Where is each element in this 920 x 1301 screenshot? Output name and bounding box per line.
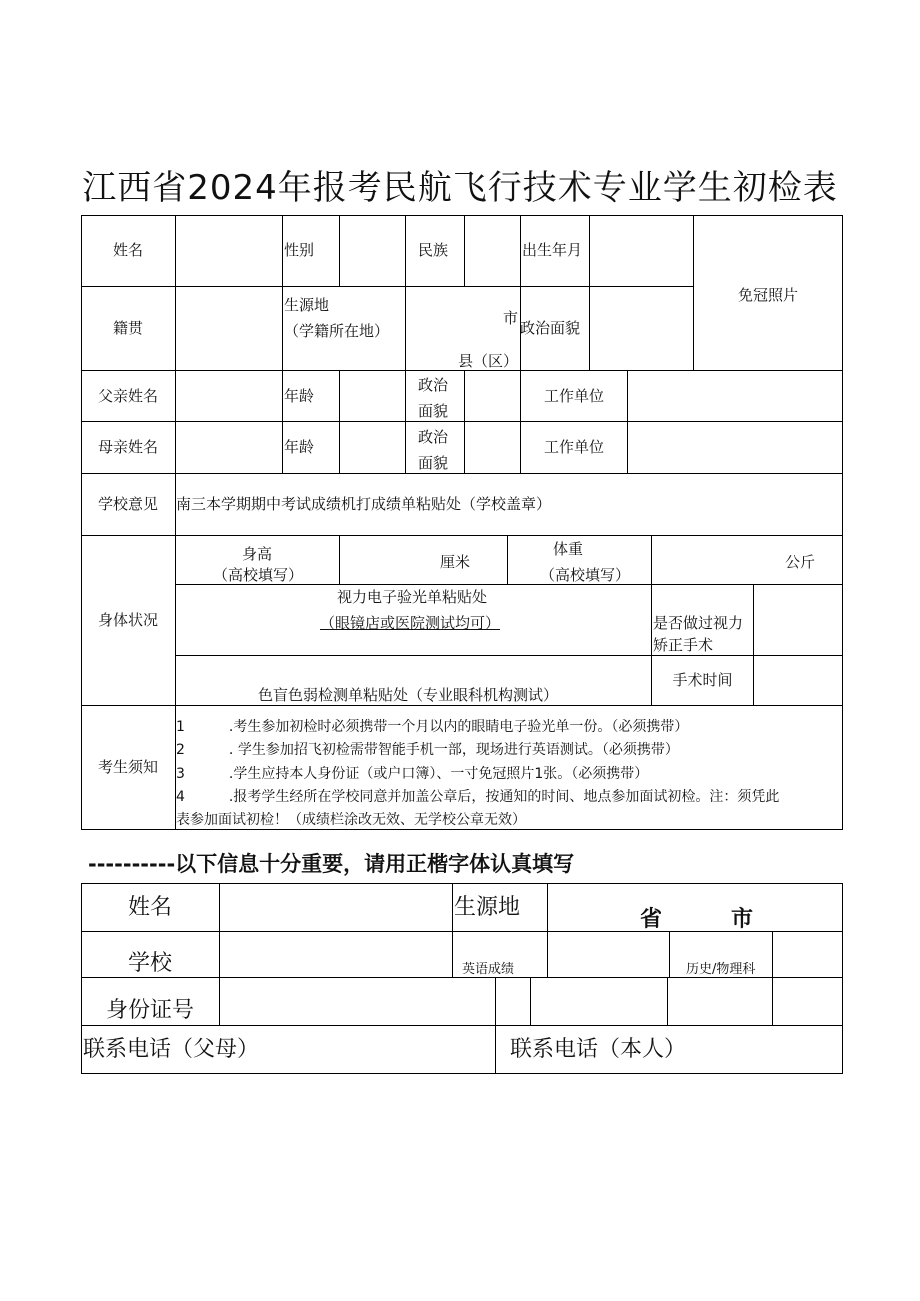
weight-note: （高校填写）: [540, 566, 631, 584]
history-physics-input[interactable]: [773, 932, 842, 977]
height-label: 身高: [242, 545, 273, 563]
english-score-input[interactable]: [548, 932, 669, 977]
gender-input[interactable]: [340, 215, 405, 286]
ethnic-label: 民族: [418, 241, 449, 260]
surgery-question-a: 是否做过视力: [653, 614, 744, 632]
name2-label: 姓名: [127, 895, 172, 920]
surgery-question-b: 矫正手术: [653, 636, 714, 654]
notice-2: 2 . 学生参加招飞初检需带智能手机一部，现场进行英语测试。（必须携带）: [176, 742, 679, 758]
mother-name-label: 母亲姓名: [97, 438, 158, 457]
ethnic-input[interactable]: [465, 215, 520, 286]
mother-name-input[interactable]: [176, 422, 282, 473]
school-opinion-label: 学校意见: [97, 495, 158, 514]
id-number-input[interactable]: [220, 978, 772, 1025]
political-input[interactable]: [590, 287, 693, 370]
vision-label: 视力电子验光单粘贴处: [337, 588, 488, 606]
parent-phone-label[interactable]: 联系电话（父母）: [83, 1037, 260, 1062]
father-political-label-b: 面貌: [418, 402, 449, 420]
english-score-label: 英语成绩: [462, 962, 515, 977]
mother-work-input[interactable]: [628, 422, 842, 473]
gender-label: 性别: [284, 241, 315, 260]
county-suffix: 县（区）: [458, 352, 519, 370]
city-suffix: 市: [503, 309, 519, 327]
name2-input[interactable]: [220, 884, 452, 931]
origin-sub-label: （学籍所在地）: [284, 322, 390, 340]
page-title: 江西省2024年报考民航飞行技术专业学生初检表: [82, 168, 838, 208]
surgery-answer-input[interactable]: [754, 585, 842, 655]
photo-placeholder[interactable]: 免冠照片: [737, 285, 798, 304]
father-age-input[interactable]: [340, 371, 405, 421]
father-political-input[interactable]: [465, 371, 520, 421]
native-input[interactable]: [176, 287, 282, 370]
father-political-label-a: 政治: [418, 376, 449, 394]
notice-4-continuation: 表参加面试初检！（成绩栏涂改无效、无学校公章无效）: [176, 812, 526, 828]
vision-note: （眼镜店或医院测试均可）: [320, 614, 501, 632]
native-label: 籍贯: [112, 319, 143, 338]
school2-input[interactable]: [220, 932, 452, 977]
section2-header: ----------以下信息十分重要，请用正楷字体认真填写: [88, 852, 575, 876]
notice-1: 1 .考生参加初检时必须携带一个月以内的眼睛电子验光单一份。（必须携带）: [176, 719, 689, 735]
school2-label: 学校: [127, 951, 172, 976]
mother-political-label-a: 政治: [418, 428, 449, 446]
history-physics-label: 历史/物理科: [686, 962, 756, 977]
name-input[interactable]: [176, 215, 282, 286]
notice-label: 考生须知: [97, 758, 158, 777]
self-phone-label[interactable]: 联系电话（本人）: [510, 1037, 687, 1062]
father-work-label: 工作单位: [543, 386, 604, 405]
mother-age-input[interactable]: [340, 422, 405, 473]
city2-suffix: 市: [731, 907, 754, 932]
color-test-label: 色盲色弱检测单粘贴处（专业眼科机构测试）: [258, 686, 559, 704]
surgery-time-input[interactable]: [754, 656, 842, 705]
province-suffix: 省: [640, 907, 663, 932]
birth-input[interactable]: [590, 215, 693, 286]
father-name-label: 父亲姓名: [97, 386, 158, 405]
birth-label: 出生年月: [522, 241, 583, 260]
height-note: （高校填写）: [213, 566, 304, 584]
kg-unit: 公斤: [785, 553, 816, 571]
notice-3: 3 .学生应持本人身份证（或户口簿）、一寸免冠照片1张。（必须携带）: [176, 766, 649, 782]
mother-political-label-b: 面貌: [418, 454, 449, 472]
origin2-label: 生源地: [454, 895, 521, 920]
political-label: 政治面貌: [520, 319, 581, 338]
mother-age-label: 年龄: [284, 438, 315, 457]
surgery-time-label: 手术时间: [672, 671, 733, 690]
notice-4: 4 .报考学生经所在学校同意并加盖公章后，按通知的时间、地点参加面试初检。注：须凭此: [176, 789, 780, 805]
body-status-label: 身体状况: [97, 611, 158, 630]
id-number-label: 身份证号: [105, 998, 194, 1023]
father-age-label: 年龄: [284, 386, 315, 405]
father-work-input[interactable]: [628, 371, 842, 421]
school-opinion-area[interactable]: 南三本学期期中考试成绩机打成绩单粘贴处（学校盖章）: [176, 495, 552, 514]
name-label: 姓名: [112, 241, 143, 260]
cm-unit: 厘米: [440, 553, 471, 571]
weight-label: 体重: [553, 540, 584, 558]
origin-label: 生源地: [284, 296, 330, 314]
mother-political-input[interactable]: [465, 422, 520, 473]
father-name-input[interactable]: [176, 371, 282, 421]
mother-work-label: 工作单位: [543, 438, 604, 457]
